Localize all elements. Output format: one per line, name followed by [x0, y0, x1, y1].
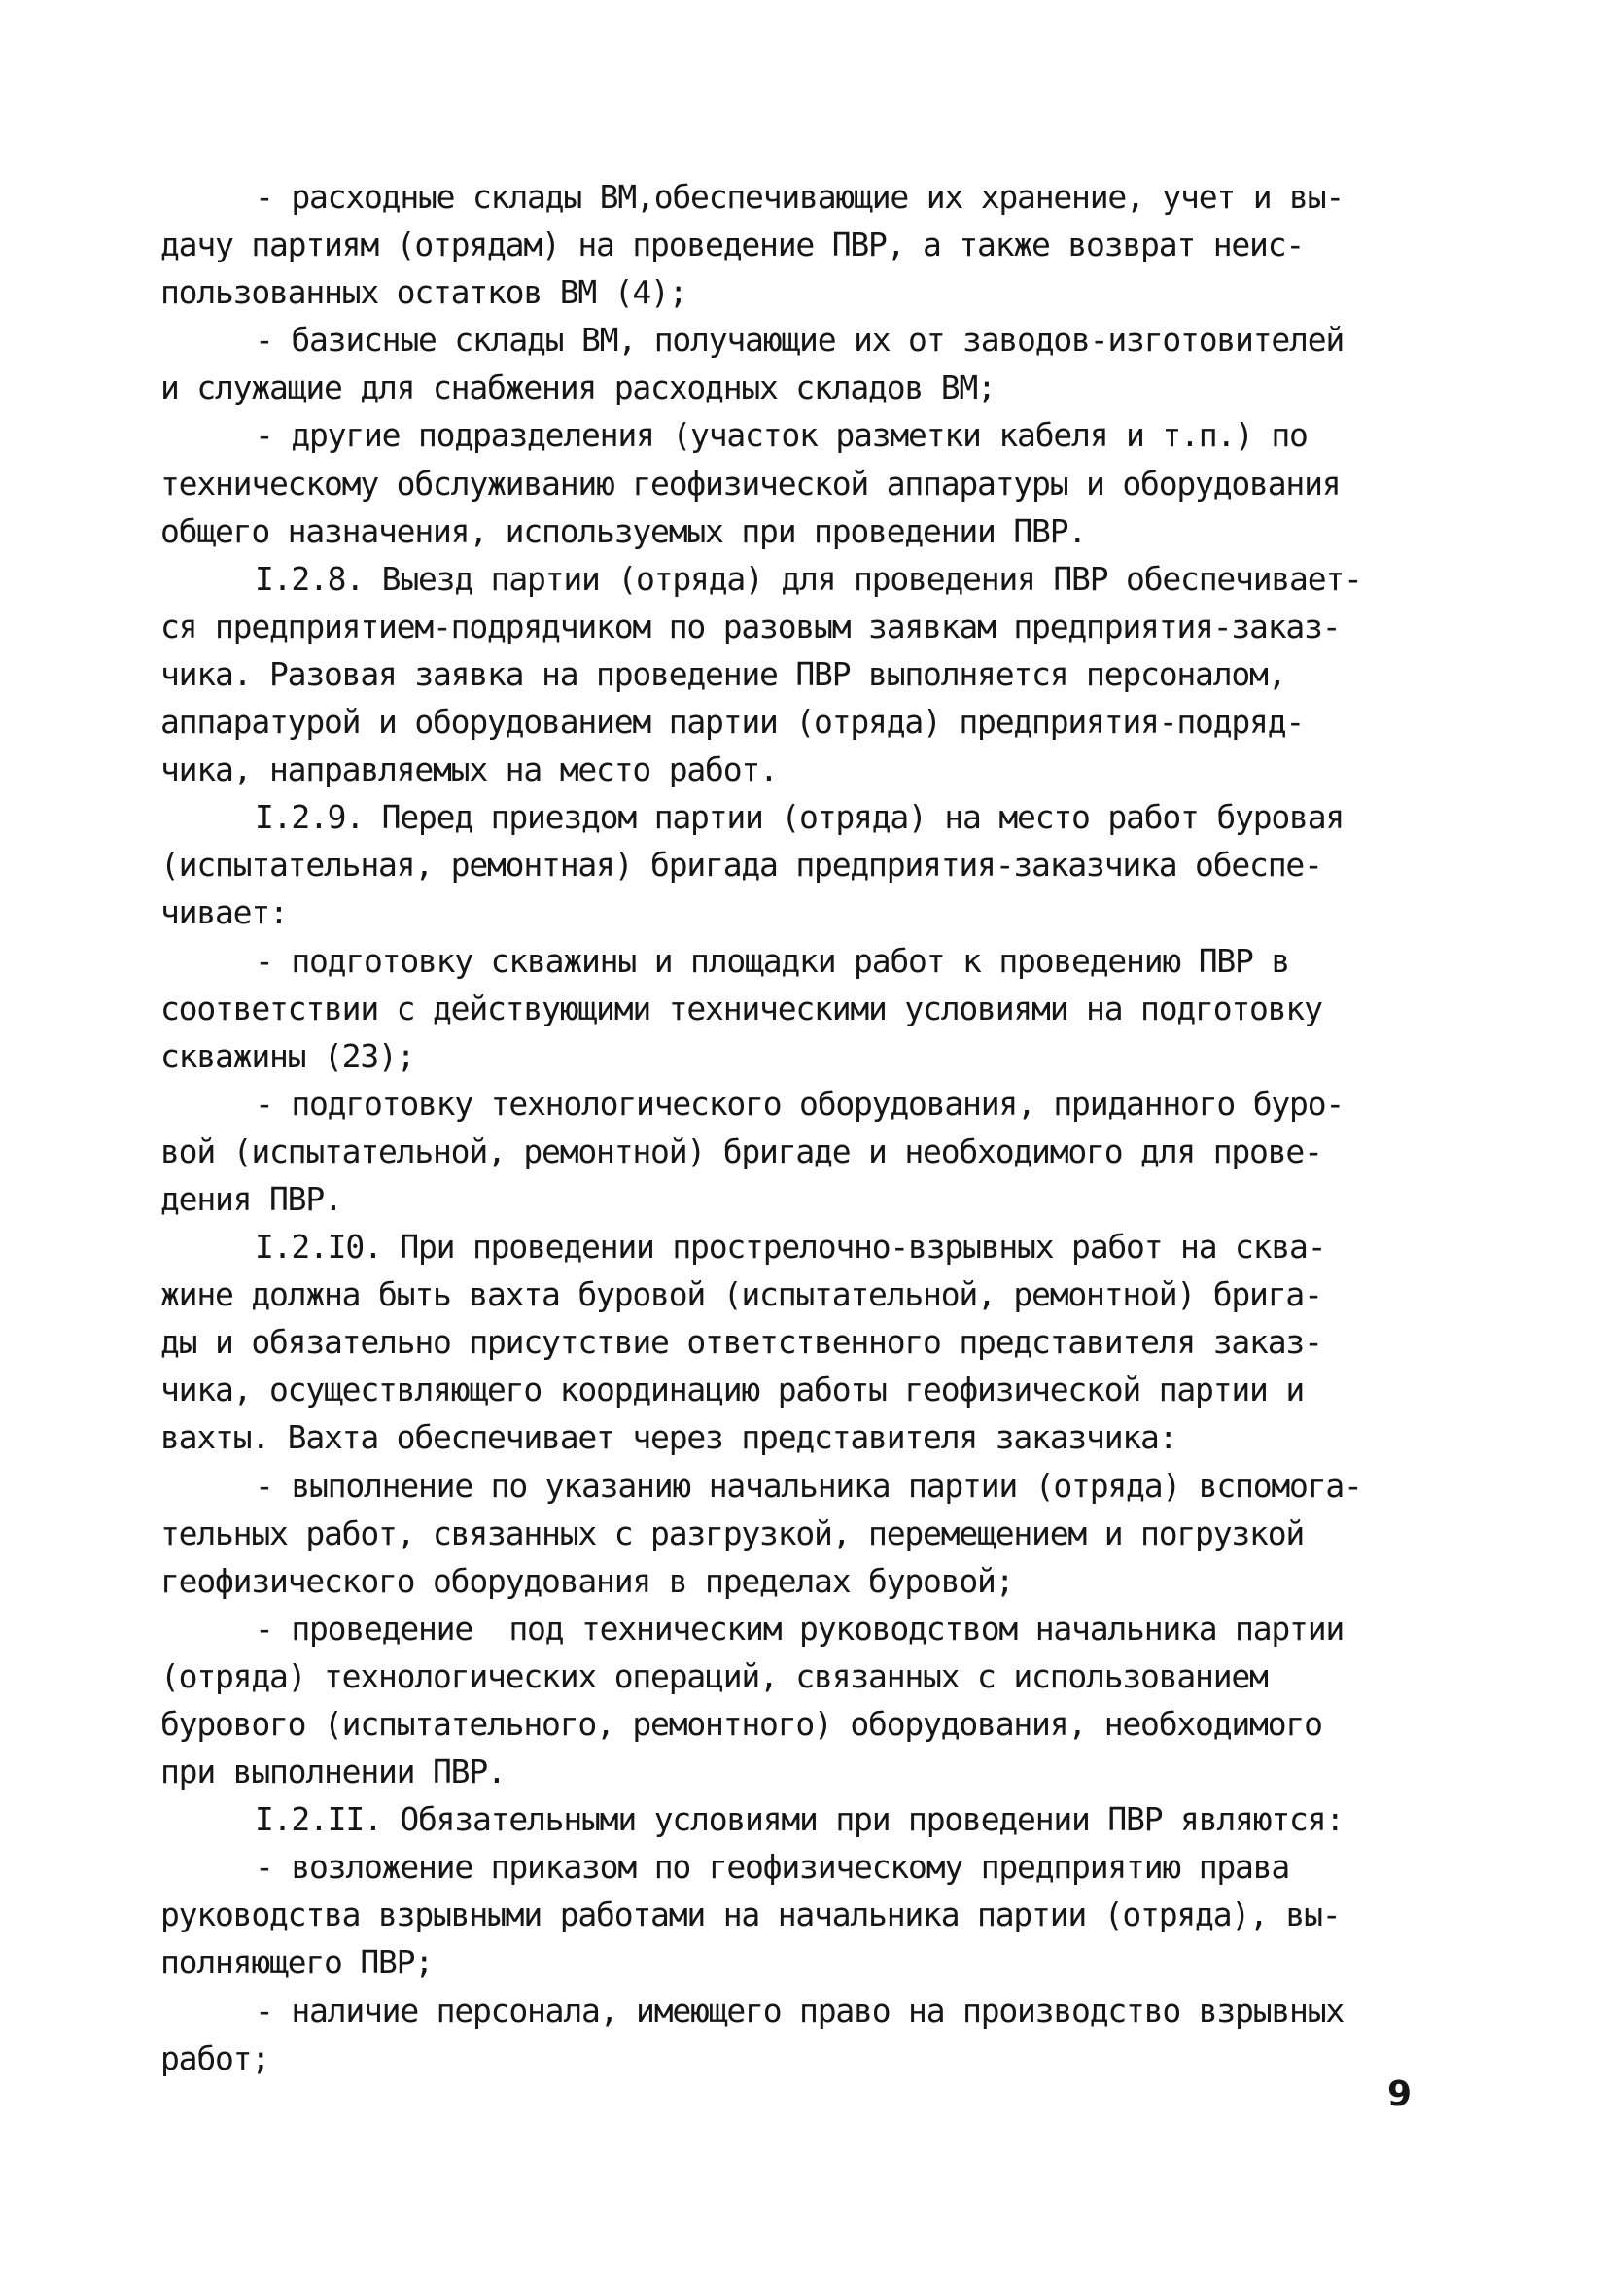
- text-line: при выполнении ПВР.: [160, 1753, 506, 1792]
- text-line: вахты. Вахта обеспечивает через представителя заказчика:: [160, 1418, 1177, 1457]
- text-line: дения ПВР.: [160, 1179, 342, 1218]
- text-line: чика, направляемых на место работ.: [160, 750, 778, 789]
- text-line: жине должна быть вахта буровой (испытательной, ремонтной) брига-: [160, 1275, 1322, 1314]
- text-line: (отряда) технологических операций, связанных с использованием: [160, 1656, 1268, 1695]
- text-line: I.2.I0. При проведении прострелочно-взрывных работ на сква-: [255, 1228, 1326, 1267]
- body-text: [160, 173, 1463, 2082]
- text-line: I.2.II. Обязательными условиями при проведении ПВР являются:: [255, 1800, 1345, 1839]
- text-line: I.2.9. Перед приездом партии (отряда) на место работ буровая: [255, 798, 1345, 837]
- page-number: 9: [1387, 2074, 1413, 2114]
- text-line: ды и обязательно присутствие ответственного представителя заказ-: [160, 1323, 1322, 1362]
- text-line: чика, осуществляющего координацию работы геофизической партии и: [160, 1371, 1305, 1409]
- text-line: геофизического оборудования в пределах буровой;: [160, 1561, 1014, 1600]
- text-line: аппаратурой и оборудованием партии (отряда) предприятия-подряд-: [160, 703, 1305, 742]
- text-line: - подготовку технологического оборудования, приданного буро-: [255, 1084, 1345, 1123]
- text-line: - возложение приказом по геофизическому предприятию права: [255, 1848, 1290, 1887]
- text-line: - базисные склады ВМ, получающие их от заводов-изготовителей: [255, 321, 1345, 360]
- text-line: I.2.8. Выезд партии (отряда) для проведения ПВР обеспечивает-: [255, 559, 1362, 598]
- text-line: - другие подразделения (участок разметки кабеля и т.п.) по: [255, 416, 1308, 455]
- text-line: и служащие для снабжения расходных складов ВМ;: [160, 368, 996, 407]
- text-line: - выполнение по указанию начальника партии (отряда) вспомога-: [255, 1466, 1362, 1505]
- text-line: тельных работ, связанных с разгрузкой, перемещением и погрузкой: [160, 1513, 1305, 1552]
- text-line: руководства взрывными работами на начальника партии (отряда), вы-: [160, 1896, 1341, 1934]
- text-line: - наличие персонала, имеющего право на производство взрывных: [255, 1991, 1345, 2030]
- text-line: техническому обслуживанию геофизической аппаратуры и оборудования: [160, 464, 1341, 503]
- text-line: - подготовку скважины и площадки работ к проведению ПВР в: [255, 941, 1290, 980]
- text-line: вой (испытательной, ремонтной) бригаде и необходимого для прове-: [160, 1131, 1322, 1170]
- text-line: пользованных остатков ВМ (4);: [160, 273, 687, 312]
- text-line: полняющего ПВР;: [160, 1943, 434, 1982]
- text-line: работ;: [160, 2038, 270, 2077]
- text-line: - проведение под техническим руководством начальника партии: [255, 1609, 1345, 1648]
- text-line: (испытательная, ремонтная) бригада предприятия-заказчика обеспе-: [160, 846, 1322, 885]
- text-line: чивает:: [160, 893, 288, 932]
- text-line: дачу партиям (отрядам) на проведение ПВР, а также возврат неис-: [160, 226, 1305, 264]
- text-line: бурового (испытательного, ремонтного) оборудования, необходимого: [160, 1705, 1322, 1743]
- text-line: скважины (23);: [160, 1036, 415, 1075]
- text-line: ся предприятием-подрядчиком по разовым заявкам предприятия-заказ-: [160, 607, 1341, 645]
- text-line: общего назначения, используемых при проведении ПВР.: [160, 511, 1087, 550]
- text-line: - расходные склады ВМ,обеспечивающие их хранение, учет и вы-: [255, 178, 1345, 216]
- text-line: чика. Разовая заявка на проведение ПВР выполняется персоналом,: [160, 654, 1286, 693]
- text-line: соответствии с действующими техническими условиями на подготовку: [160, 989, 1322, 1027]
